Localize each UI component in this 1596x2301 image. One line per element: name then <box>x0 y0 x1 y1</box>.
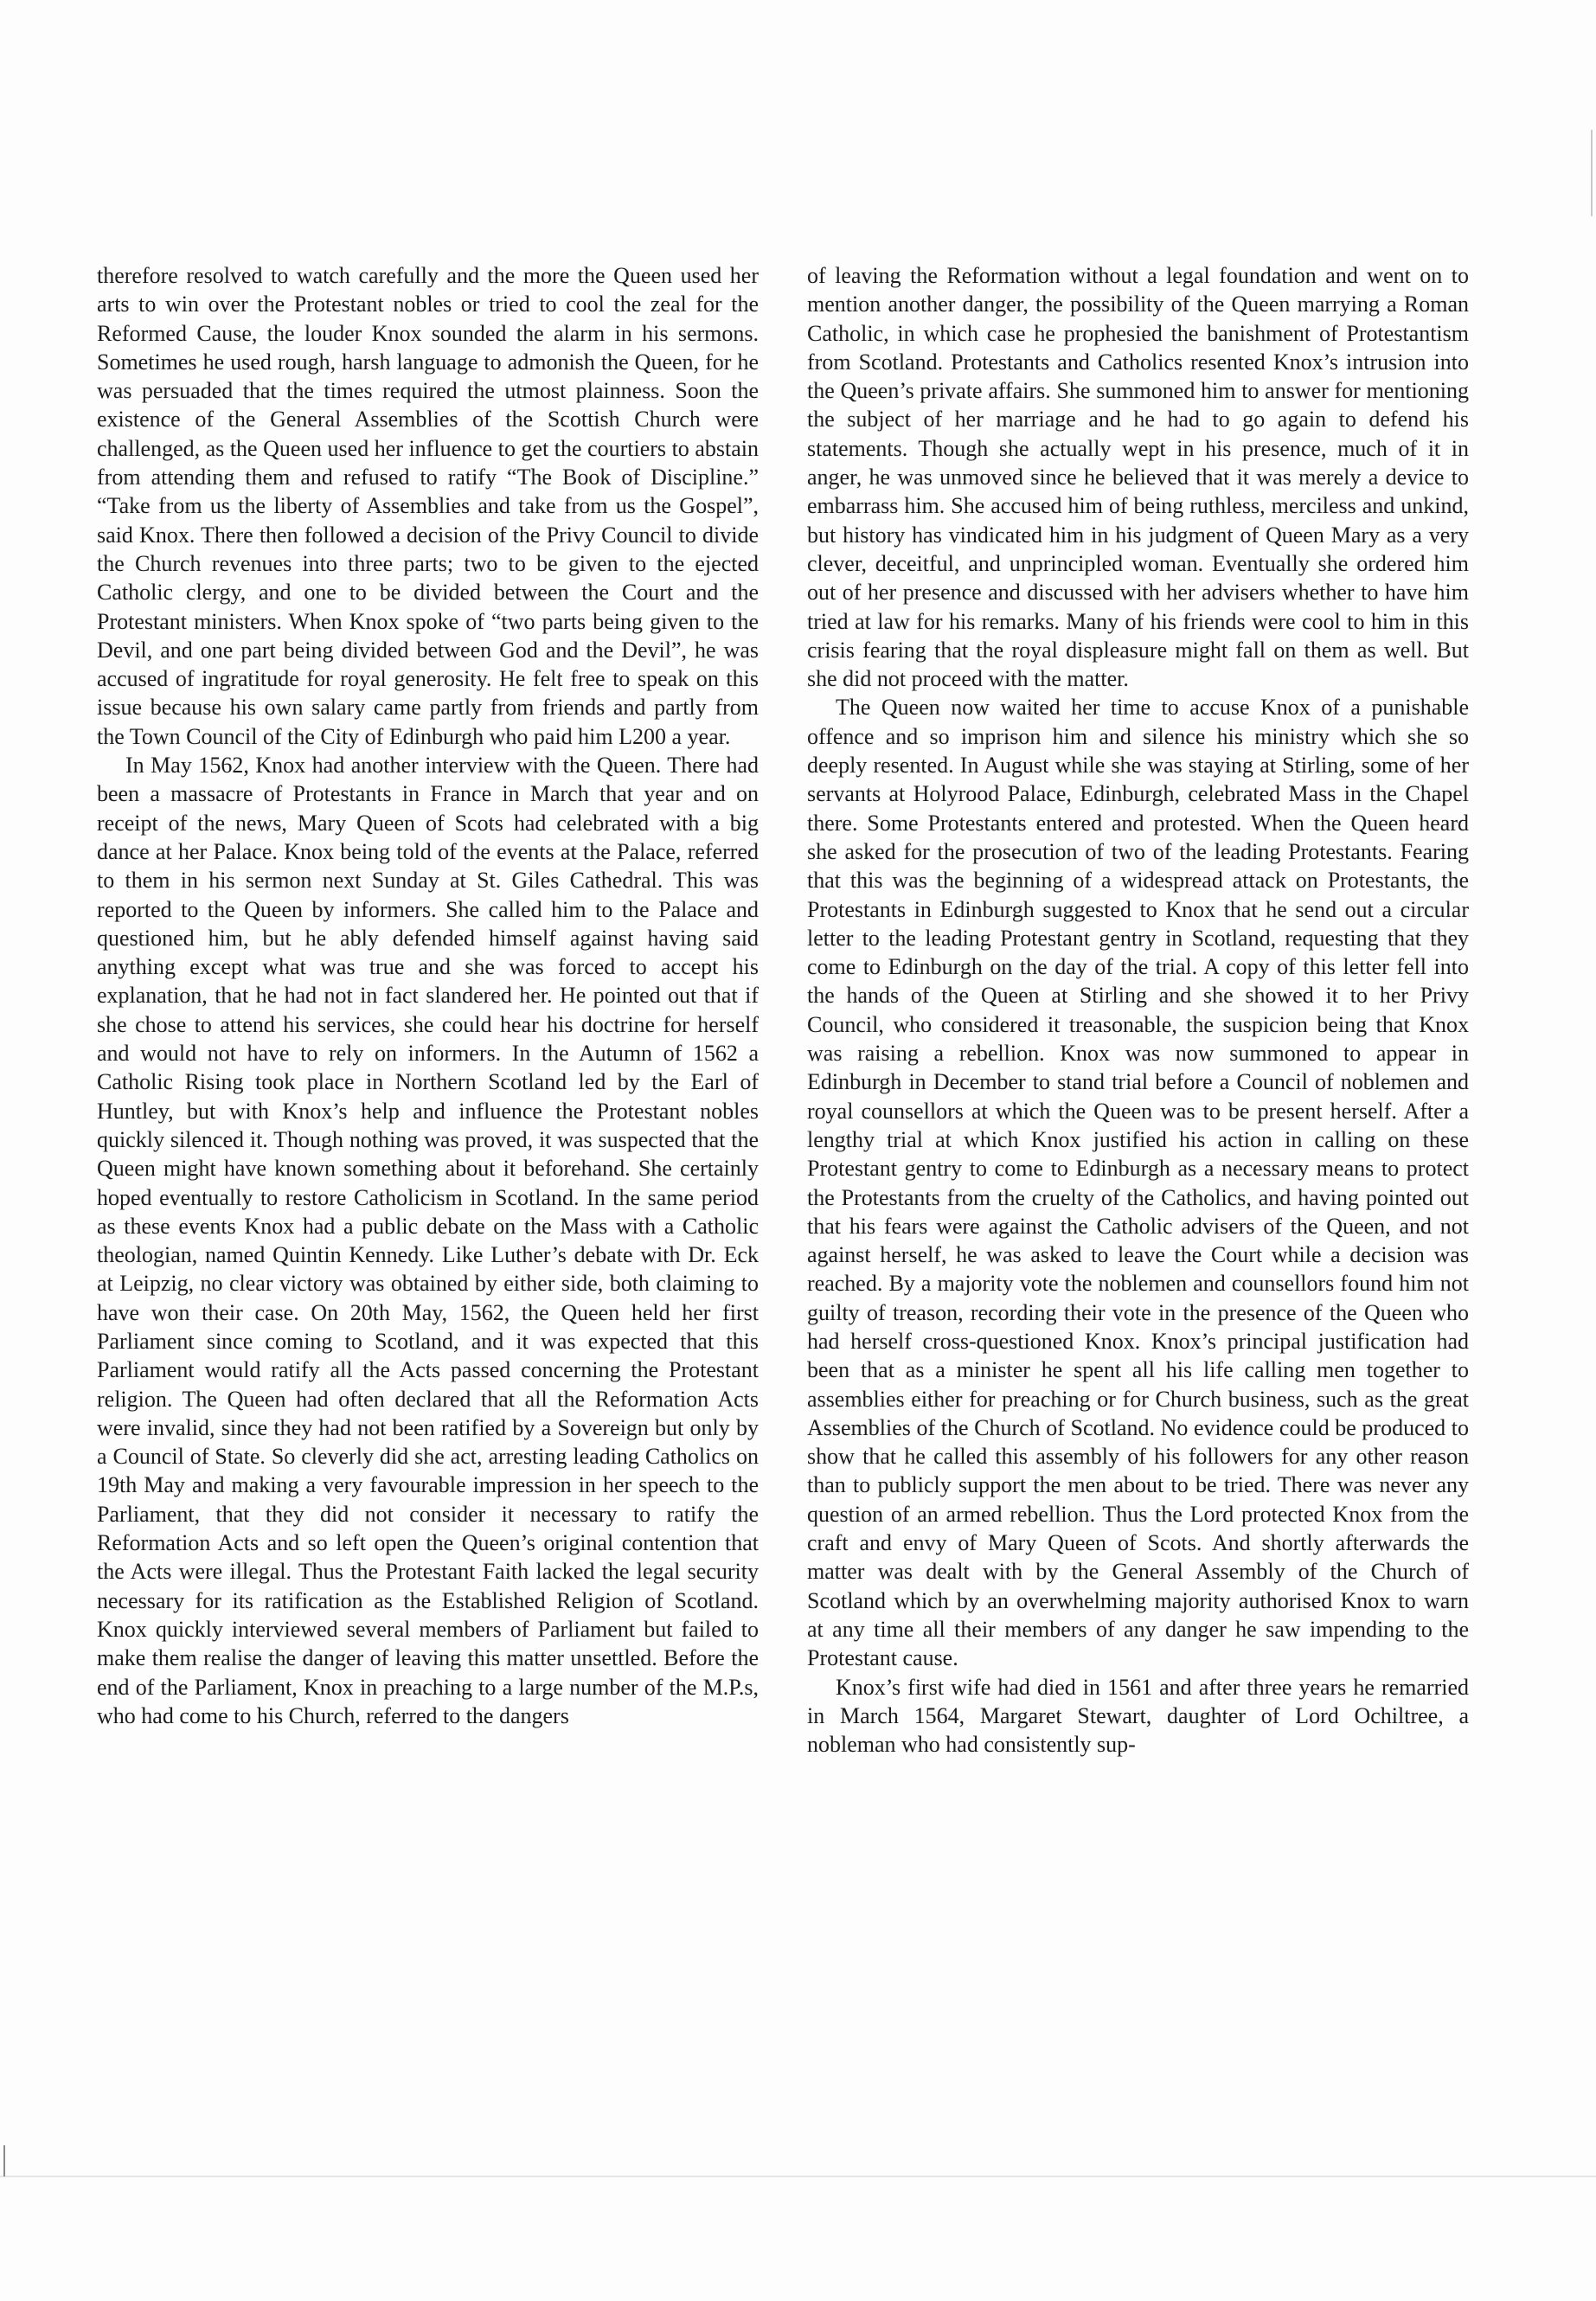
right-text-column <box>807 261 1469 1759</box>
paragraph: Knox’s first wife had died in 1561 and after three years he remarried in March 1564, Margaret Stewart, daughter of Lord Ochiltree, a nobleman who had consistently sup- <box>807 1674 1469 1758</box>
page-edge-bottom <box>0 2176 1596 2177</box>
paragraph: therefore resolved to watch carefully and the more the Queen used her arts to win over the Protestant nobles or tried to cool the zeal for the Reformed Cause, the louder Knox sounded the alarm in his sermons. Sometimes he used rough, harsh language to admonish the Queen, for he was persuaded that the times required the utmost plainness. Soon the existence of the General Assemblies of the Scottish Church were challenged, as the Queen used her influence to get the courtiers to abstain from attending them and refused to ratify “The Book of Discipline.” “Take from us the liberty of Assemblies and take from us the Gospel”, said Knox. There then followed a decision of the Privy Council to divide the Church revenues into three parts; two to be given to the ejected Catholic clergy, and one to be divided between the Court and the Protestant ministers. When Knox spoke of “two parts being given to the Devil, and one part being divided between God and the Devil”, he was accused of ingratitude for royal generosity. He felt free to speak on this issue because his own salary came partly from friends and partly from the Town Council of the City of Edinburgh who paid him L200 a year. <box>97 263 759 749</box>
paragraph: In May 1562, Knox had another interview with the Queen. There had been a massacre of Protestants in France in March that year and on receipt of the news, Mary Queen of Scots had celebrated with a big dance at her Palace. Knox being told of the events at the Palace, referred to them in his sermon next Sunday at St. Giles Cathedral. This was reported to the Queen by informers. She called him to the Palace and questioned him, but he ably defended himself against having said anything except what was true and she was forced to accept his explanation, that he had not in fact slandered her. He pointed out that if she chose to attend his services, she could hear his doctrine for herself and would not have to rely on informers. In the Autumn of 1562 a Catholic Rising took place in Northern Scotland led by the Earl of Huntley, but with Knox’s help and influence the Protestant nobles quickly silenced it. Though nothing was proved, it was suspected that the Queen might have known something about it beforehand. She certainly hoped eventually to restore Catholicism in Scotland. In the same period as these events Knox had a public debate on the Mass with a Catholic theologian, named Quintin Kennedy. Like Luther’s debate with Dr. Eck at Leipzig, no clear victory was obtained by either side, both claiming to have won their case. On 20th May, 1562, the Queen held her first Parliament since coming to Scotland, and it was expected that this Parliament would ratify all the Acts passed concerning the Protestant religion. The Queen had often declared that all the Reformation Acts were invalid, since they had not been ratified by a Sovereign but only by a Council of State. So cleverly did she act, arresting leading Catholics on 19th May and making a very favourable impression in her speech to the Parliament, that they did not consider it necessary to ratify the Reformation Acts and so left open the Queen’s original contention that the Acts were illegal. Thus the Protestant Faith lacked the legal security necessary for its ratification as the Established Religion of Scotland. Knox quickly interviewed several members of Parliament but failed to make them realise the danger of leaving this matter unsettled. Before the end of the Parliament, Knox in preaching to a large number of the M.P.s, who had come to his Church, referred to the dangers <box>97 753 759 1728</box>
page-edge-right <box>1591 130 1593 216</box>
left-text-column <box>97 261 759 1730</box>
paragraph: of leaving the Reformation without a legal foundation and went on to mention another danger, the possibility of the Queen marrying a Roman Catholic, in which case he prophesied the banishment of Protestantism from Scotland. Protestants and Catholics resented Knox’s intrusion into the Queen’s private affairs. She summoned him to answer for mentioning the subject of her marriage and he had to go again to defend his statements. Though she actually wept in his presence, much of it in anger, he was unmoved since he believed that it was merely a device to embarrass him. She accused him of being ruthless, merciless and unkind, but history has vindicated him in his judgment of Queen Mary as a very clever, deceitful, and unprincipled woman. Eventually she ordered him out of her presence and discussed with her advisers whether to have him tried at law for his remarks. Many of his friends were cool to him in this crisis fearing that the royal displeasure might fall on them as well. But she did not proceed with the matter. <box>807 263 1469 692</box>
paragraph: The Queen now waited her time to accuse Knox of a punishable offence and so imprison him and silence his ministry which she so deeply resented. In August while she was staying at Stirling, some of her servants at Holyrood Palace, Edinburgh, celebrated Mass in the Chapel there. Some Protestants entered and protested. When the Queen heard she asked for the prosecution of two of the leading Protestants. Fearing that this was the beginning of a widespread attack on Protestants, the Protestants in Edinburgh suggested to Knox that he send out a circular letter to the leading Protestant gentry in Scotland, requesting that they come to Edinburgh on the day of the trial. A copy of this letter fell into the hands of the Queen at Stirling and she showed it to her Privy Council, who considered it treasonable, the suspicion being that Knox was raising a rebellion. Knox was now summoned to appear in Edinburgh in December to stand trial before a Council of noblemen and royal counsellors at which the Queen was to be present herself. After a lengthy trial at which Knox justified his action in calling on these Protestant gentry to come to Edinburgh as a necessary means to protect the Protestants from the cruelty of the Catholics, and having pointed out that his fears were against the Catholic advisers of the Queen, and not against herself, he was asked to leave the Court while a decision was reached. By a majority vote the noblemen and counsellors found him not guilty of treason, recording their vote in the presence of the Queen who had herself cross-questioned Knox. Knox’s principal justification had been that as a minister he spent all his life calling men together to assemblies either for preaching or for Church business, such as the great Assemblies of the Church of Scotland. No evidence could be produced to show that he called this assembly of his followers for any other reason than to publicly support the men about to be tried. There was never any question of an armed rebellion. Thus the Lord protected Knox from the craft and envy of Mary Queen of Scots. And shortly afterwards the matter was dealt with by the General Assembly of the Church of Scotland which by an overwhelming majority authorised Knox to warn at any time all their members of any danger he saw impending to the Protestant cause. <box>807 695 1469 1671</box>
page-edge-left <box>3 2145 5 2176</box>
